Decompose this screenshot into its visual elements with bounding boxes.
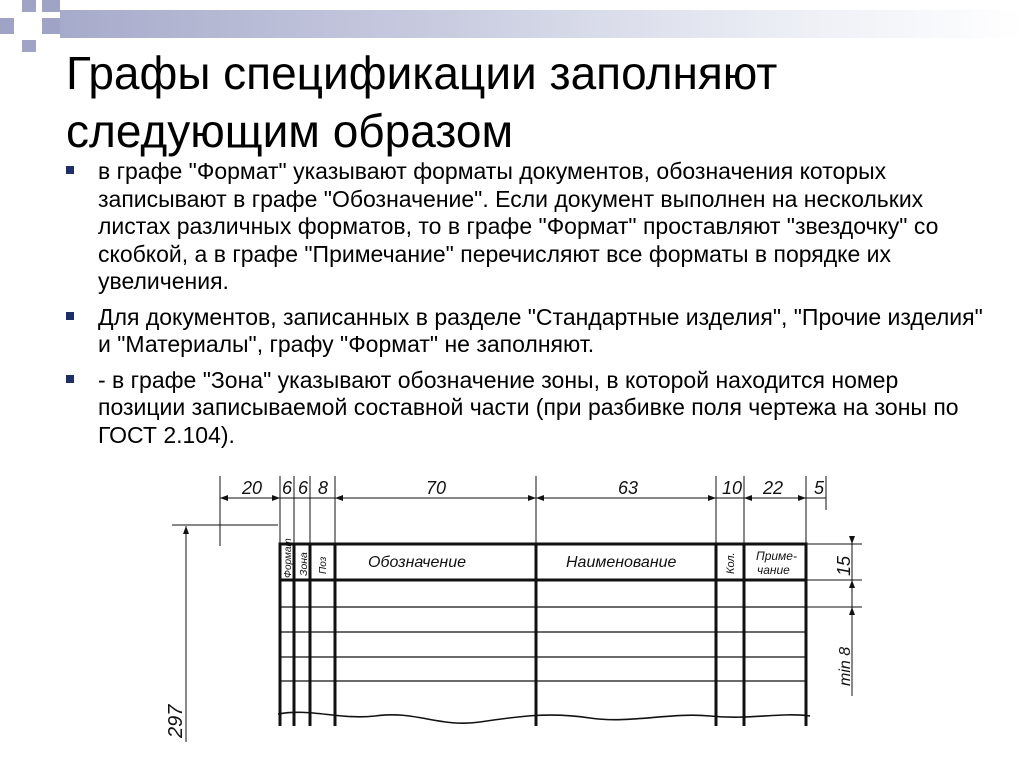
bullet-item	[66, 367, 986, 450]
col-header-qty: Кол.	[725, 552, 737, 574]
bullet-text: в графе "Формат" указывают форматы документов, обозначения которых записывают в графе "Обозначение". Если документ выполнен на нескольких листах различных форматов, то в графе "Формат" проставляют "звездочку" со скобкой, а в графе "Примечание" перечисляют все форматы в порядке их увеличения.	[98, 158, 939, 294]
bullet-text: Для документов, записанных в разделе "Стандартные изделия", "Прочие изделия" и "Материалы", графу "Формат" не заполняют.	[98, 303, 983, 357]
col-header-zone: Зона	[298, 552, 310, 576]
col-header-format: Формат	[283, 538, 294, 578]
dim-header-height: 15	[834, 555, 854, 576]
col-header-pos: Поз	[318, 556, 329, 574]
dim-pos-width: 8	[318, 478, 329, 498]
bullet-item	[66, 304, 986, 359]
dim-zone-width: 6	[282, 478, 293, 498]
col-header-name: Наименование	[566, 554, 677, 571]
slide-title	[66, 44, 966, 160]
dim-sheet-height: 297	[165, 704, 187, 738]
col-header-note-line2: чание	[757, 563, 790, 577]
header-gradient-bar	[60, 10, 1024, 38]
dim-designation-width: 70	[426, 478, 447, 498]
dim-zone2-width: 6	[298, 478, 309, 498]
dim-row-min-height: min 8	[837, 646, 854, 686]
dim-margin-width: 5	[814, 478, 825, 498]
square-bullet-icon	[66, 166, 74, 174]
title-line-1: Графы спецификации заполняют	[66, 47, 778, 99]
col-header-designation: Обозначение	[368, 554, 467, 571]
bullet-item	[66, 158, 986, 296]
dim-qty-width: 10	[722, 478, 743, 498]
title-line-2: следующим образом	[66, 105, 514, 157]
bullet-list	[66, 158, 986, 457]
bullet-text: - в графе "Зона" указывают обозначение зоны, в которой находится номер позиции записываемой составной части (при разбивке поля чертежа на зоны по ГОСТ 2.104).	[98, 366, 959, 448]
dim-note-width: 22	[763, 478, 784, 498]
col-header-note-line1: Приме-	[756, 549, 797, 563]
dim-name-width: 63	[618, 478, 639, 498]
specification-table-drawing	[160, 476, 870, 744]
square-bullet-icon	[66, 375, 74, 383]
square-bullet-icon	[66, 312, 74, 320]
dim-format-width: 20	[242, 478, 263, 498]
